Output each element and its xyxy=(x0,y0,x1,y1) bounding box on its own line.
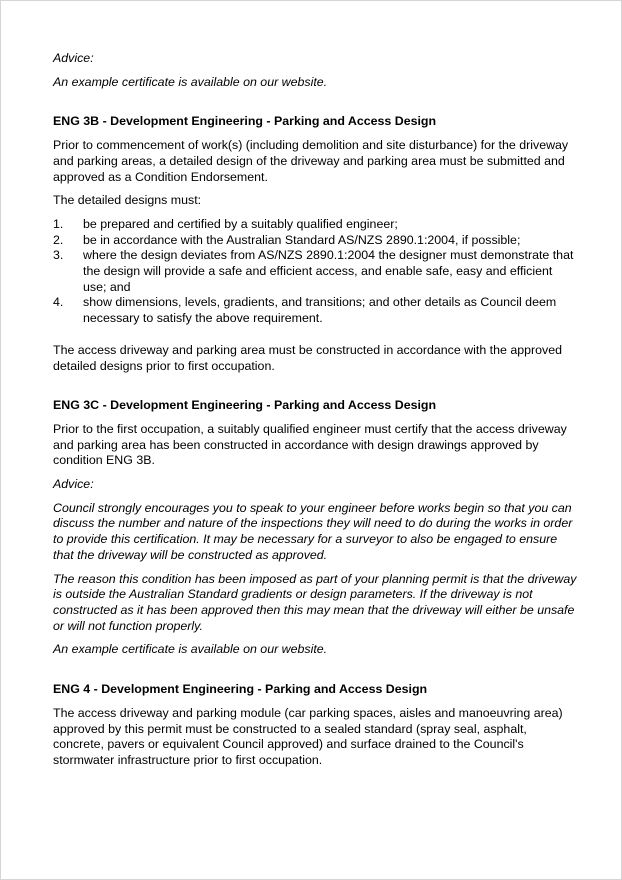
paragraph: The access driveway and parking area must be constructed in accordance with the approved detailed designs prior to first occupation. xyxy=(53,342,562,373)
section-eng-3c xyxy=(53,398,579,658)
paragraph: The detailed designs must: xyxy=(53,193,202,208)
section-eng-4 xyxy=(53,682,579,769)
list-text: where the design deviates from AS/NZS 2890.1:2004 the designer must demonstrate that the design will provide a safe and efficient access, and enable safe, easy and efficient use; and xyxy=(83,248,574,294)
list-item xyxy=(53,217,579,233)
section-heading: ENG 3B - Development Engineering - Parking and Access Design xyxy=(53,114,437,129)
advice-paragraph: The reason this condition has been imposed as part of your planning permit is that the driveway is outside the Australian Standard gradients or design parameters. If the driveway is not constructed as it has been approved then this may mean that the driveway will either be unsafe or will not function properly. xyxy=(53,571,577,633)
list-item xyxy=(53,233,579,249)
document-content xyxy=(53,51,579,777)
advice-label: Advice: xyxy=(53,477,94,492)
paragraph: The access driveway and parking module (car parking spaces, aisles and manoeuvring area) approved by this permit must be constructed to a sealed standard (spray seal, asphalt, concrete, pavers or equivalent Council approved) and surface drained to the Council's stormwater infrastructure prior to first occupation. xyxy=(53,705,563,767)
paragraph: Prior to the first occupation, a suitably qualified engineer must certify that the access driveway and parking area has been constructed in accordance with design drawings approved by condition ENG 3B. xyxy=(53,421,567,468)
advice-paragraph: Council strongly encourages you to speak to your engineer before works begin so that you can discuss the number and nature of the inspections they will need to do during the works in order to provide this certification. It may be necessary for a surveyor to also be engaged to ensure that the driveway will be constructed as approved. xyxy=(53,500,573,562)
certificate-note: An example certificate is available on our website. xyxy=(53,642,328,657)
advice-label: Advice: xyxy=(53,51,94,65)
list-number: 3. xyxy=(53,248,64,263)
list-text: be in accordance with the Australian Standard AS/NZS 2890.1:2004, if possible; xyxy=(83,232,521,247)
list-number: 4. xyxy=(53,295,64,310)
requirements-list xyxy=(53,217,579,327)
list-number: 1. xyxy=(53,216,64,231)
list-item xyxy=(53,248,579,295)
section-heading: ENG 4 - Development Engineering - Parking and Access Design xyxy=(53,682,428,697)
list-number: 2. xyxy=(53,232,64,247)
section-eng-3b xyxy=(53,114,579,374)
paragraph: Prior to commencement of work(s) (including demolition and site disturbance) for the driveway and parking areas, a detailed design of the driveway and parking area must be submitted and approved as a Condition Endorsement. xyxy=(53,138,569,184)
certificate-note: An example certificate is available on our website. xyxy=(53,74,328,89)
list-text: be prepared and certified by a suitably qualified engineer; xyxy=(83,216,398,231)
list-text: show dimensions, levels, gradients, and transitions; and other details as Council deem necessary to satisfy the above requirement. xyxy=(83,295,557,326)
section-heading: ENG 3C - Development Engineering - Parking and Access Design xyxy=(53,398,437,413)
list-item xyxy=(53,295,579,326)
